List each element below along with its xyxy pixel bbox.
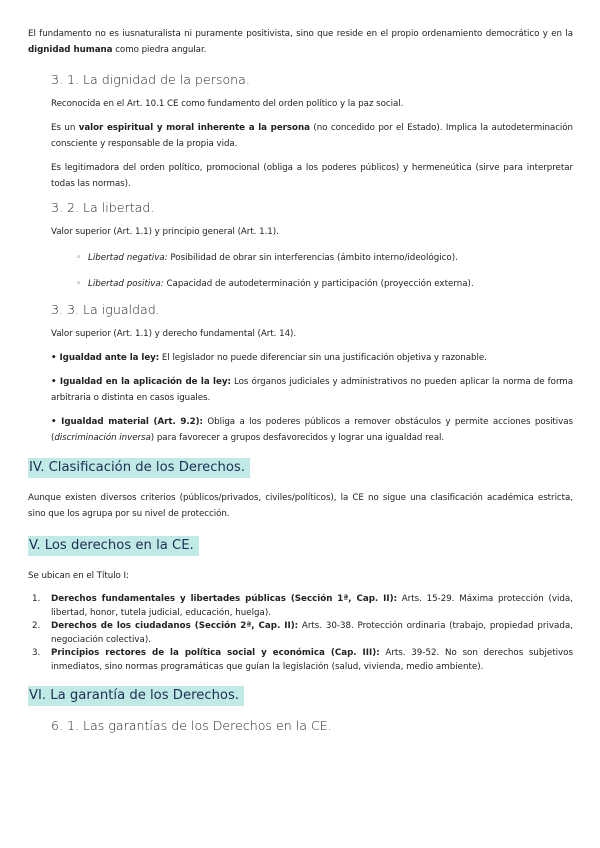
list-item: ◦ Libertad positiva: Capacidad de autodeterminación y participación (proyección externa). [76, 276, 573, 292]
subheading-dignidad: 3. 1. La dignidad de la persona. [51, 72, 250, 87]
list-item: 2. Derechos de los ciudadanos (Sección 2ª, Cap. II): Arts. 30-38. Protección ordinaria (trabajo, propiedad privada, negociación colectiva). [32, 621, 573, 645]
igualdad-item-2: • Igualdad en la aplicación de la ley: Los órganos judiciales y administrativos no pueden aplicar la norma de forma arbitraria o distinta en casos iguales. [51, 377, 573, 403]
intro-paragraph [28, 26, 573, 58]
igualdad-item-1: • Igualdad ante la ley: El legislador no puede diferenciar sin una justificación objetiva y razonable. [51, 353, 487, 363]
clasificacion-p1: Aunque existen diversos criterios (públicos/privados, civiles/políticos), la CE no sigue una clasificación académica estricta, sino que los agrupa por su nivel de protección. [28, 493, 573, 519]
list-item: 1. Derechos fundamentales y libertades públicas (Sección 1ª, Cap. II): Arts. 15-29. Máxima protección (vida, libertad, honor, tutela judicial, educación, huelga). [32, 594, 573, 618]
subheading-igualdad: 3. 3. La igualdad. [51, 302, 160, 317]
subheading-garantias: 6. 1. Las garantías de los Derechos en la CE. [51, 718, 332, 733]
bullet-icon: ◦ [76, 253, 82, 263]
subheading-libertad: 3. 2. La libertad. [51, 200, 155, 215]
heading-derechos-ce: V. Los derechos en la CE. [28, 536, 199, 556]
intro-text-end: como piedra angular. [112, 45, 207, 55]
dignidad-p2: Es un valor espiritual y moral inherente a la persona (no concedido por el Estado). Implica la autodeterminación consciente y responsable de la propia vida. [51, 123, 574, 149]
dignidad-p3: Es legitimadora del orden político, promocional (obliga a los poderes públicos) y hermeneútica (sirve para interpretar todas las normas). [51, 163, 573, 189]
bullet-icon: ◦ [76, 279, 82, 289]
libertad-list [76, 250, 573, 292]
intro-text: El fundamento no es iusnaturalista ni puramente positivista, sino que reside en el propio ordenamiento democrático y en la [28, 29, 573, 39]
dignidad-p1: Reconocida en el Art. 10.1 CE como fundamento del orden político y la paz social. [51, 99, 404, 109]
heading-clasificacion: IV. Clasificación de los Derechos. [28, 458, 250, 478]
derechos-list [28, 593, 573, 674]
igualdad-p1: Valor superior (Art. 1.1) y derecho fundamental (Art. 14). [51, 329, 297, 339]
heading-garantia: VI. La garantía de los Derechos. [28, 686, 244, 706]
libertad-p1: Valor superior (Art. 1.1) y principio general (Art. 1.1). [51, 227, 279, 237]
igualdad-item-3: • Igualdad material (Art. 9.2): Obliga a los poderes públicos a remover obstáculos y permite acciones positivas (discriminación inversa) para favorecer a grupos desfavorecidos y lograr una igualdad real. [51, 417, 573, 443]
list-item: 3. Principios rectores de la política social y económica (Cap. III): Arts. 39-52. No son derechos subjetivos inmediatos, sino normas programáticas que guían la legislación (salud, vivienda, medio ambiente). [32, 648, 574, 672]
document-page [28, 26, 573, 742]
derechos-ce-p1: Se ubican en el Título I: [28, 571, 129, 581]
list-item: ◦ Libertad negativa: Posibilidad de obrar sin interferencias (ámbito interno/ideológico). [76, 250, 573, 266]
intro-bold: dignidad humana [28, 45, 113, 55]
